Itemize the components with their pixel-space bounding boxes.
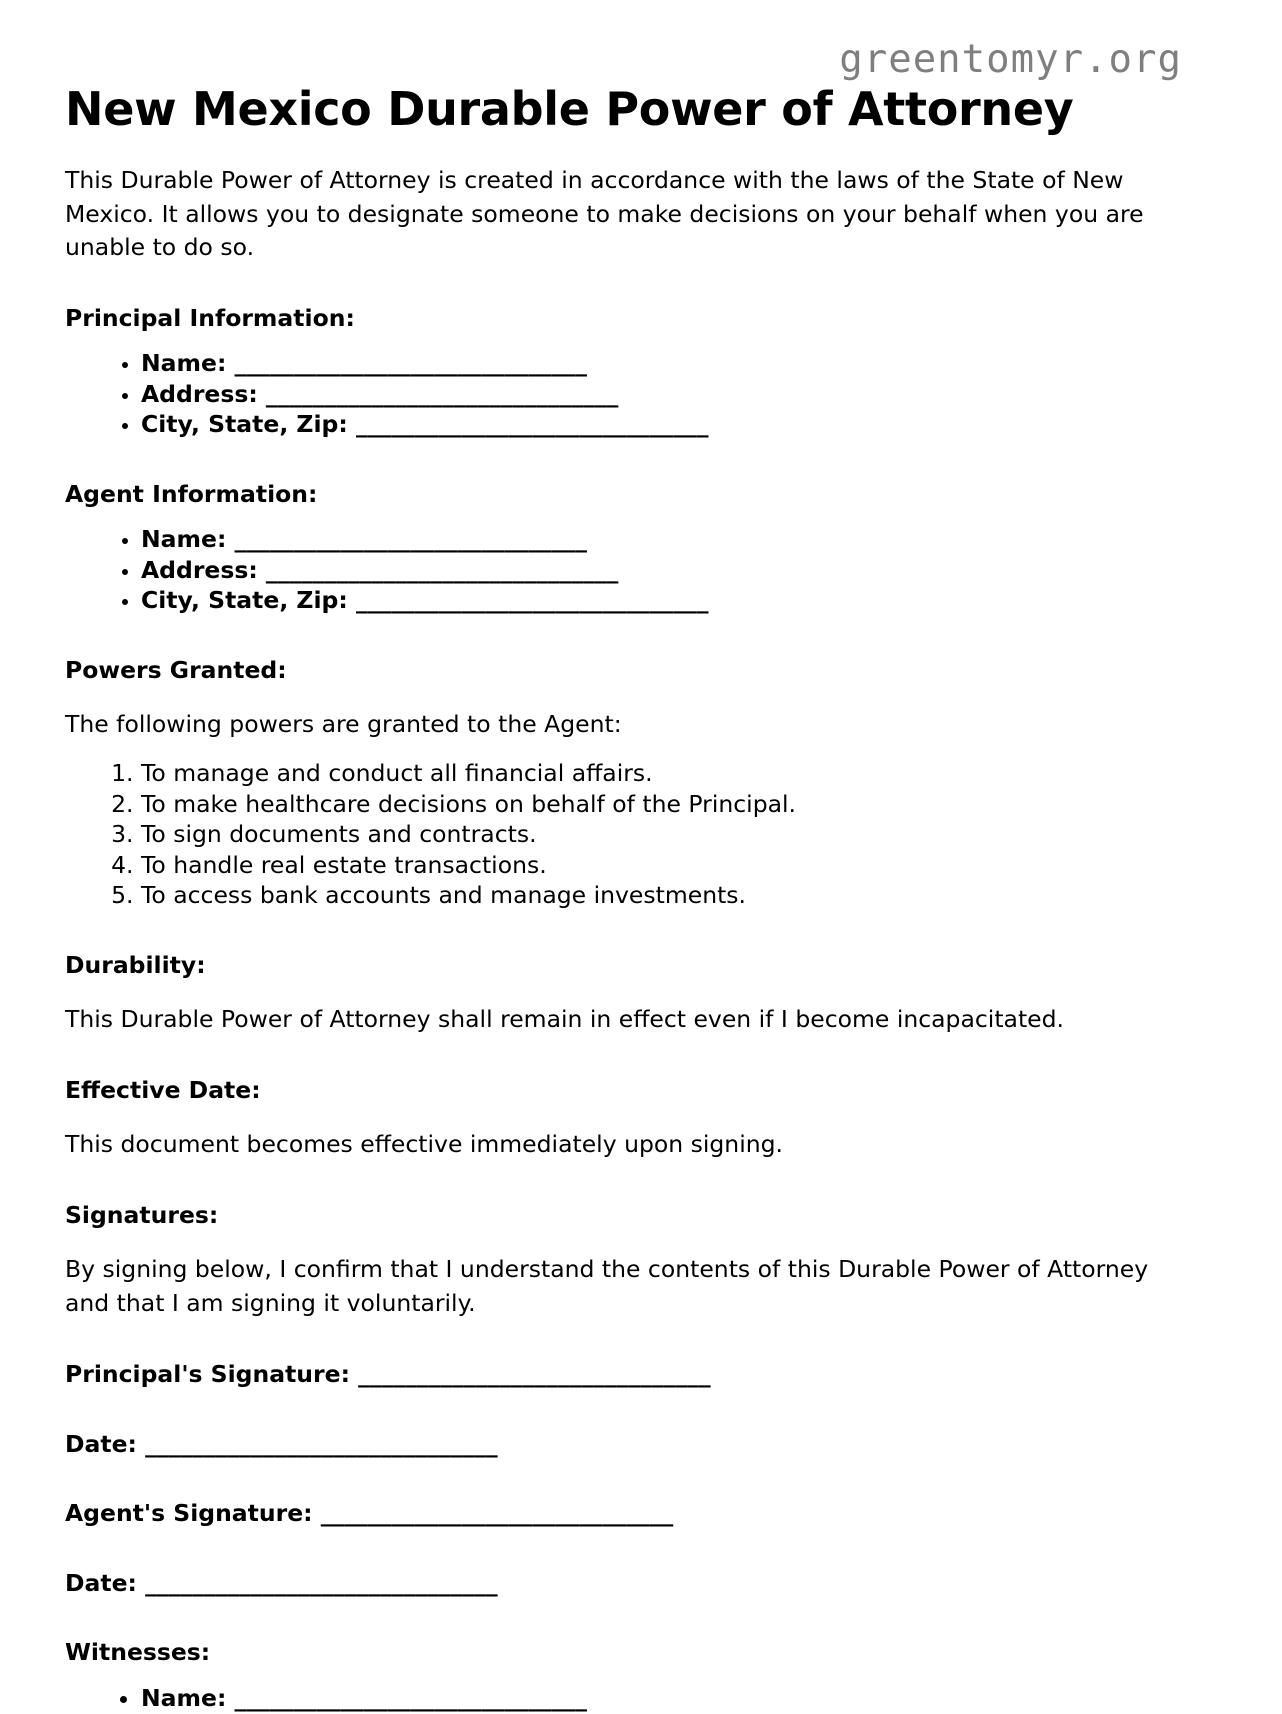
field-label-agent-date: Date: <box>65 1568 137 1597</box>
field-label-agent-name: Name: <box>141 524 227 553</box>
field-blank-agent-date[interactable]: ______________________________ <box>145 1568 498 1597</box>
agent-signature-row <box>65 1459 1155 1529</box>
durability-paragraph: This Durable Power of Attorney shall remain in effect even if I become incapacitated. <box>65 1004 1065 1033</box>
list-item <box>141 379 1155 410</box>
section-heading-agent-information: Agent Information: <box>65 479 318 508</box>
witnesses-list <box>65 1666 1155 1714</box>
list-item <box>141 524 1155 555</box>
list-item: 3. To sign documents and contracts. <box>141 819 1155 850</box>
list-item <box>141 585 1155 616</box>
list-item: 1. To manage and conduct all financial affairs. <box>141 758 1155 789</box>
field-label-principal-name: Name: <box>141 349 227 378</box>
list-item: 5. To access bank accounts and manage investments. <box>141 880 1155 911</box>
field-label-witness-name: Name: <box>141 1684 227 1713</box>
field-blank-principal-date[interactable]: ______________________________ <box>145 1429 498 1458</box>
section-heading-signatures: Signatures: <box>65 1201 219 1230</box>
signatures-paragraph: By signing below, I confirm that I understand the contents of this Durable Power of Attorney and that I am signing it voluntarily. <box>65 1255 1149 1317</box>
document-body <box>65 0 1155 1714</box>
agent-date-row <box>65 1529 1155 1599</box>
field-blank-witness-name[interactable]: ______________________________ <box>234 1684 588 1713</box>
principal-date-row <box>65 1390 1155 1460</box>
powers-intro-paragraph: The following powers are granted to the Agent: <box>65 709 622 738</box>
principal-signature-row <box>65 1320 1155 1390</box>
section-heading-principal-information: Principal Information: <box>65 304 355 333</box>
section-heading-effective-date: Effective Date: <box>65 1076 261 1105</box>
effective-date-paragraph: This document becomes effective immediately upon signing. <box>65 1130 784 1159</box>
list-item <box>141 555 1155 586</box>
list-item <box>141 348 1155 379</box>
field-blank-principal-signature[interactable]: ______________________________ <box>358 1360 711 1389</box>
section-heading-powers-granted: Powers Granted: <box>65 655 287 684</box>
field-label-agent-address: Address: <box>141 555 258 584</box>
agent-information-list <box>65 508 1155 616</box>
powers-granted-list <box>65 741 1155 911</box>
list-item: 4. To handle real estate transactions. <box>141 850 1155 881</box>
field-label-agent-city-state-zip: City, State, Zip: <box>141 586 348 615</box>
intro-paragraph: This Durable Power of Attorney is created in accordance with the laws of the State of New Mexico. It allows you to designate someone to make decisions on your behalf when you are unable to do so. <box>65 166 1144 261</box>
field-label-principal-signature: Principal's Signature: <box>65 1360 350 1389</box>
field-label-agent-signature: Agent's Signature: <box>65 1499 313 1528</box>
page-title: New Mexico Durable Power of Attorney <box>65 82 1074 136</box>
list-item <box>141 1683 1155 1714</box>
site-watermark: greentomyr.org <box>839 37 1182 82</box>
principal-information-list <box>65 332 1155 440</box>
field-blank-principal-name[interactable]: ______________________________ <box>234 349 588 378</box>
field-blank-agent-address[interactable]: ______________________________ <box>265 555 619 584</box>
field-label-principal-address: Address: <box>141 379 258 408</box>
section-heading-durability: Durability: <box>65 950 206 979</box>
field-blank-agent-signature[interactable]: ______________________________ <box>320 1499 674 1528</box>
field-blank-principal-address[interactable]: ______________________________ <box>265 379 619 408</box>
list-item: 2. To make healthcare decisions on behalf of the Principal. <box>141 789 1155 820</box>
section-heading-witnesses: Witnesses: <box>65 1638 211 1667</box>
field-label-principal-city-state-zip: City, State, Zip: <box>141 410 348 439</box>
field-blank-agent-city-state-zip[interactable]: ______________________________ <box>355 586 709 615</box>
field-blank-agent-name[interactable]: ______________________________ <box>234 524 588 553</box>
field-blank-principal-city-state-zip[interactable]: ______________________________ <box>355 410 709 439</box>
list-item <box>141 409 1155 440</box>
field-label-principal-date: Date: <box>65 1429 137 1458</box>
